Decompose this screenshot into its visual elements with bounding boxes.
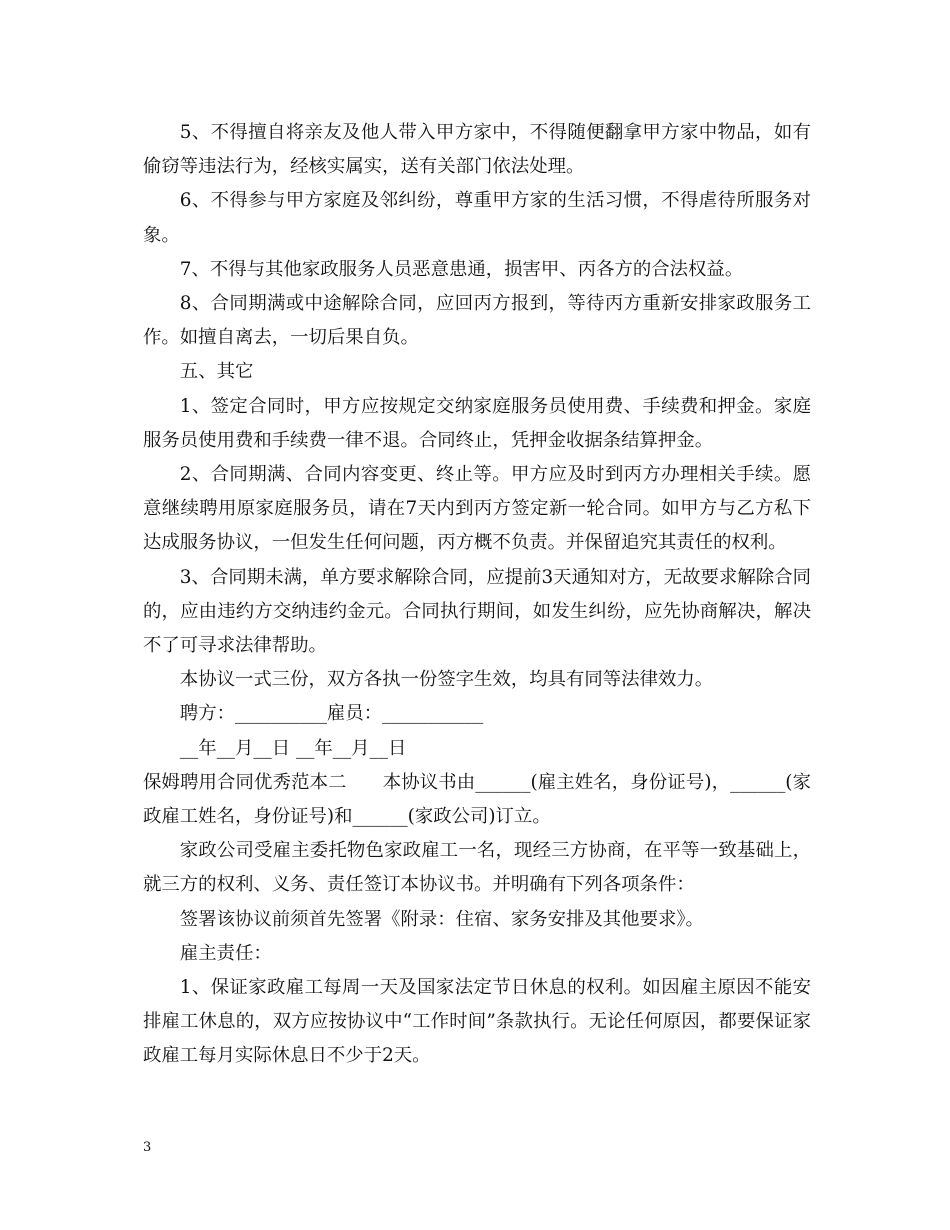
employer-duty-1-paragraph: 1、保证家政雇工每周一天及国家法定节日休息的权利。如因雇主原因不能安排雇工休息的，双方应按协议中“工作时间”条款执行。无论任何原因，都要保证家政雇工每月实际休息日不少于2天。 bbox=[143, 977, 811, 1067]
copies-statement: 本协议一式三份，双方各执一份签字生效，均具有同等法律效力。 bbox=[179, 669, 714, 691]
other-clause-3-paragraph: 3、合同期未满，单方要求解除合同，应提前3天通知对方，无故要求解除合同的，应由违约方交纳违约金元。合同执行期间，如发生纠纷，应先协商解决，解决不了可寻求法律帮助。 bbox=[143, 566, 811, 657]
clause-7-paragraph: 7、不得与其他家政服务人员恶意患通，损害甲、丙各方的合法权益。 bbox=[179, 258, 744, 280]
other-clause-2-paragraph: 2、合同期满、合同内容变更、终止等。甲方应及时到丙方办理相关手续。愿意继续聘用原家庭服务员，请在7天内到丙方签定新一轮合同。如甲方与乙方私下达成服务协议，一但发生任何问题，丙方概不负责。并保留追究其责任的权利。 bbox=[143, 464, 811, 554]
parties-statement: 本协议书由______(雇主姓名，身份证号)，______(家政雇工姓名，身份证号)和______(家政公司)订立。 bbox=[143, 771, 811, 828]
appendix-note: 签署该协议前须首先签署《附录：住宿、家务安排及其他要求》。 bbox=[179, 908, 704, 930]
section-five-heading: 五、其它 bbox=[179, 361, 254, 383]
signature-line: 聘方：__________雇员：___________ bbox=[179, 703, 484, 725]
employer-duties-heading: 雇主责任： bbox=[179, 942, 272, 964]
date-line: __年__月__日 __年__月__日 bbox=[179, 737, 407, 759]
section-title: 保姆聘用合同优秀范本二 bbox=[143, 771, 347, 793]
clause-8-paragraph: 8、合同期满或中途解除合同，应回丙方报到，等待丙方重新安排家政服务工作。如擅自离去，一切后果自负。 bbox=[143, 293, 811, 349]
commission-paragraph: 家政公司受雇主委托物色家政雇工一名，现经三方协商，在平等一致基础上，就三方的权利、义务、责任签订本协议书。并明确有下列各项条件： bbox=[143, 840, 811, 896]
clause-6-paragraph: 6、不得参与甲方家庭及邻纠纷，尊重甲方家的生活习惯，不得虐待所服务对象。 bbox=[143, 190, 811, 246]
document-body bbox=[143, 116, 811, 1074]
clause-5-paragraph: 5、不得擅自将亲友及他人带入甲方家中，不得随便翻拿甲方家中物品，如有偷窃等违法行为，经核实属实，送有关部门依法处理。 bbox=[143, 122, 811, 178]
page-number: 3 bbox=[143, 1140, 152, 1155]
other-clause-1-paragraph: 1、签定合同时，甲方应按规定交纳家庭服务员使用费、手续费和押金。家庭服务员使用费和手续费一律不退。合同终止，凭押金收据条结算押金。 bbox=[143, 395, 811, 451]
section-two-opening bbox=[143, 766, 811, 834]
